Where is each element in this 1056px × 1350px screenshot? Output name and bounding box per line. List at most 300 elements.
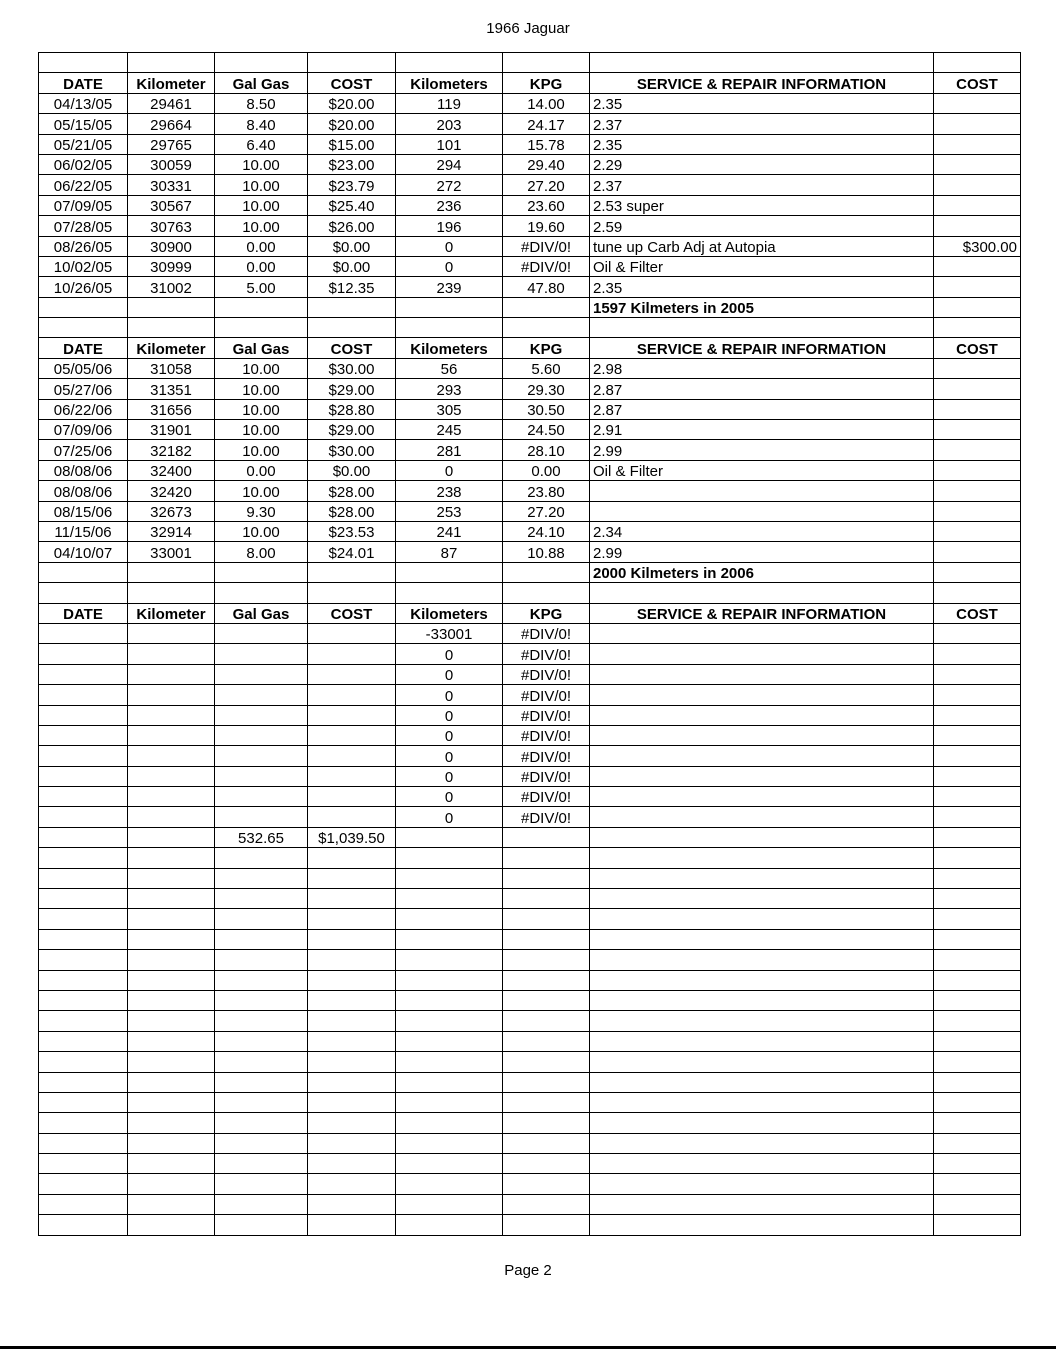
cell-service-cost (934, 195, 1021, 215)
cell-kilometers (396, 929, 503, 949)
cell-date (39, 909, 128, 929)
cell-fuel-cost: $30.00 (308, 358, 396, 378)
cell-date: 11/15/06 (39, 521, 128, 541)
cell-gallons (215, 1113, 308, 1133)
cell-service-info (590, 501, 934, 521)
blank-row (39, 1011, 1021, 1031)
cell-odometer (128, 827, 215, 847)
cell-kpg (503, 297, 590, 317)
blank-row (39, 1215, 1021, 1235)
cell-kilometers: -33001 (396, 623, 503, 643)
cell-odometer (128, 705, 215, 725)
header-kilometers: Kilometers (396, 338, 503, 358)
cell-fuel-cost: $28.00 (308, 501, 396, 521)
cell-kpg (503, 827, 590, 847)
header-gallons: Gal Gas (215, 73, 308, 93)
cell-fuel-cost: $25.40 (308, 195, 396, 215)
cell-fuel-cost (308, 950, 396, 970)
cell-service-cost (934, 909, 1021, 929)
summary-row (39, 297, 1021, 317)
cell-fuel-cost: $23.00 (308, 154, 396, 174)
cell-date (39, 746, 128, 766)
cell-service-info (590, 950, 934, 970)
cell-kpg (503, 562, 590, 582)
cell-gallons: 8.50 (215, 93, 308, 113)
cell-kpg: 27.20 (503, 501, 590, 521)
cell-gallons: 10.00 (215, 440, 308, 460)
cell-odometer (128, 889, 215, 909)
cell-service-cost (934, 990, 1021, 1010)
table-row (39, 114, 1021, 134)
cell-gallons: 8.00 (215, 542, 308, 562)
cell-kilometers (396, 1113, 503, 1133)
cell-kpg: 0.00 (503, 460, 590, 480)
table-row (39, 216, 1021, 236)
cell-gallons (215, 1052, 308, 1072)
cell-date (39, 664, 128, 684)
cell-service-info: Oil & Filter (590, 460, 934, 480)
cell-service-cost (934, 685, 1021, 705)
cell-odometer (128, 970, 215, 990)
cell-kilometers (396, 1052, 503, 1072)
cell-fuel-cost: $15.00 (308, 134, 396, 154)
cell-fuel-cost: $12.35 (308, 277, 396, 297)
cell-date: 05/15/05 (39, 114, 128, 134)
cell-service-info (590, 909, 934, 929)
cell-kilometers: 0 (396, 725, 503, 745)
cell-fuel-cost (308, 664, 396, 684)
cell-service-info (590, 1011, 934, 1031)
table-row (39, 399, 1021, 419)
cell-date (39, 644, 128, 664)
cell-kilometers: 0 (396, 460, 503, 480)
header-service-info: SERVICE & REPAIR INFORMATION (590, 603, 934, 623)
cell-fuel-cost: $0.00 (308, 256, 396, 276)
cell-kpg (503, 53, 590, 73)
cell-service-cost (934, 277, 1021, 297)
cell-service-cost (934, 1133, 1021, 1153)
cell-date (39, 685, 128, 705)
cell-service-info (590, 868, 934, 888)
cell-date: 08/26/05 (39, 236, 128, 256)
cell-fuel-cost (308, 1154, 396, 1174)
cell-fuel-cost (308, 1174, 396, 1194)
cell-service-cost (934, 542, 1021, 562)
cell-fuel-cost (308, 1052, 396, 1072)
cell-kilometers: 305 (396, 399, 503, 419)
cell-kilometers: 0 (396, 766, 503, 786)
table-row (39, 277, 1021, 297)
cell-gallons: 9.30 (215, 501, 308, 521)
cell-service-cost (934, 664, 1021, 684)
cell-fuel-cost: $0.00 (308, 236, 396, 256)
page-footer: Page 2 (504, 1262, 552, 1279)
cell-date (39, 848, 128, 868)
blank-row (39, 1113, 1021, 1133)
cell-gallons (215, 990, 308, 1010)
cell-odometer (128, 562, 215, 582)
cell-service-info: 2.99 (590, 542, 934, 562)
cell-kilometers: 294 (396, 154, 503, 174)
cell-service-info (590, 725, 934, 745)
cell-fuel-cost: $24.01 (308, 542, 396, 562)
cell-odometer (128, 725, 215, 745)
table-row (39, 623, 1021, 643)
cell-service-cost (934, 318, 1021, 338)
cell-gallons (215, 1133, 308, 1153)
cell-odometer: 30059 (128, 154, 215, 174)
blank-row (39, 1052, 1021, 1072)
cell-gallons (215, 318, 308, 338)
header-service-cost: COST (934, 603, 1021, 623)
cell-gallons (215, 970, 308, 990)
cell-service-cost (934, 1092, 1021, 1112)
cell-odometer (128, 1052, 215, 1072)
table-row (39, 705, 1021, 725)
cell-odometer (128, 53, 215, 73)
cell-gallons (215, 909, 308, 929)
cell-service-info (590, 1174, 934, 1194)
cell-service-cost (934, 1215, 1021, 1235)
cell-kpg (503, 1133, 590, 1153)
header-odometer: Kilometer (128, 338, 215, 358)
cell-kpg (503, 889, 590, 909)
cell-odometer: 32914 (128, 521, 215, 541)
cell-odometer: 31058 (128, 358, 215, 378)
cell-odometer: 32420 (128, 481, 215, 501)
cell-service-cost (934, 705, 1021, 725)
cell-date (39, 53, 128, 73)
cell-service-cost (934, 1031, 1021, 1051)
cell-service-info: 2.98 (590, 358, 934, 378)
cell-odometer (128, 1011, 215, 1031)
cell-odometer (128, 807, 215, 827)
cell-fuel-cost (308, 766, 396, 786)
cell-fuel-cost (308, 1092, 396, 1112)
cell-gallons (215, 725, 308, 745)
cell-service-info: 2.99 (590, 440, 934, 460)
cell-fuel-cost (308, 970, 396, 990)
summary-row (39, 562, 1021, 582)
cell-service-info (590, 664, 934, 684)
cell-fuel-cost (308, 1072, 396, 1092)
cell-service-info (590, 766, 934, 786)
cell-service-info (590, 1154, 934, 1174)
blank-row (39, 950, 1021, 970)
header-row (39, 338, 1021, 358)
cell-gallons (215, 1194, 308, 1214)
header-row (39, 73, 1021, 93)
cell-fuel-cost: $26.00 (308, 216, 396, 236)
header-kpg: KPG (503, 603, 590, 623)
cell-kpg: 24.17 (503, 114, 590, 134)
cell-service-info (590, 848, 934, 868)
cell-kilometers (396, 1133, 503, 1153)
cell-kpg (503, 990, 590, 1010)
cell-odometer: 31002 (128, 277, 215, 297)
blank-row (39, 1092, 1021, 1112)
cell-service-info (590, 623, 934, 643)
cell-fuel-cost (308, 297, 396, 317)
cell-kpg: #DIV/0! (503, 807, 590, 827)
blank-row (39, 909, 1021, 929)
blank-row (39, 868, 1021, 888)
cell-service-info: 2.34 (590, 521, 934, 541)
cell-kpg (503, 1215, 590, 1235)
cell-odometer (128, 746, 215, 766)
cell-odometer: 29461 (128, 93, 215, 113)
cell-kilometers (396, 318, 503, 338)
cell-kpg (503, 1113, 590, 1133)
header-kilometers: Kilometers (396, 603, 503, 623)
cell-date: 06/02/05 (39, 154, 128, 174)
cell-kilometers (396, 889, 503, 909)
cell-odometer: 32182 (128, 440, 215, 460)
cell-odometer (128, 848, 215, 868)
cell-kilometers (396, 583, 503, 603)
cell-fuel-cost: $0.00 (308, 460, 396, 480)
cell-fuel-cost (308, 1031, 396, 1051)
cell-kpg: 14.00 (503, 93, 590, 113)
cell-gallons (215, 705, 308, 725)
cell-kilometers (396, 53, 503, 73)
cell-date (39, 807, 128, 827)
cell-gallons (215, 562, 308, 582)
cell-odometer (128, 318, 215, 338)
cell-fuel-cost (308, 1011, 396, 1031)
cell-odometer (128, 297, 215, 317)
cell-service-cost (934, 1052, 1021, 1072)
cell-kilometers (396, 990, 503, 1010)
table-row (39, 685, 1021, 705)
cell-date (39, 1174, 128, 1194)
cell-date (39, 297, 128, 317)
cell-date (39, 562, 128, 582)
cell-gallons (215, 1154, 308, 1174)
cell-date: 04/13/05 (39, 93, 128, 113)
cell-service-cost (934, 787, 1021, 807)
cell-date (39, 1011, 128, 1031)
cell-odometer (128, 990, 215, 1010)
cell-date (39, 583, 128, 603)
cell-fuel-cost: $29.00 (308, 420, 396, 440)
cell-kpg (503, 318, 590, 338)
cell-kpg: #DIV/0! (503, 787, 590, 807)
cell-service-info (590, 1113, 934, 1133)
cell-kilometers: 293 (396, 379, 503, 399)
header-kpg: KPG (503, 338, 590, 358)
table-row (39, 725, 1021, 745)
cell-gallons (215, 53, 308, 73)
cell-service-info (590, 644, 934, 664)
cell-service-cost (934, 521, 1021, 541)
cell-service-cost (934, 216, 1021, 236)
header-kilometers: Kilometers (396, 73, 503, 93)
cell-odometer (128, 950, 215, 970)
cell-kpg (503, 1052, 590, 1072)
cell-service-info (590, 929, 934, 949)
cell-service-info (590, 1031, 934, 1051)
cell-kpg: 29.30 (503, 379, 590, 399)
cell-kpg: #DIV/0! (503, 685, 590, 705)
cell-gallons (215, 950, 308, 970)
blank-row (39, 889, 1021, 909)
cell-date (39, 929, 128, 949)
cell-kilometers (396, 827, 503, 847)
cell-kilometers: 239 (396, 277, 503, 297)
header-row (39, 603, 1021, 623)
cell-service-cost (934, 950, 1021, 970)
cell-odometer: 32400 (128, 460, 215, 480)
cell-service-info (590, 1194, 934, 1214)
cell-gallons: 0.00 (215, 236, 308, 256)
cell-service-cost (934, 175, 1021, 195)
cell-fuel-cost (308, 1133, 396, 1153)
cell-service-cost (934, 1174, 1021, 1194)
cell-odometer (128, 1174, 215, 1194)
cell-gallons (215, 889, 308, 909)
cell-date (39, 1052, 128, 1072)
cell-service-cost (934, 766, 1021, 786)
cell-service-cost (934, 501, 1021, 521)
cell-kilometers: 0 (396, 787, 503, 807)
cell-fuel-cost (308, 746, 396, 766)
cell-gallons (215, 583, 308, 603)
table-row (39, 134, 1021, 154)
cell-service-cost (934, 1154, 1021, 1174)
cell-kpg: 27.20 (503, 175, 590, 195)
blank-row (39, 1072, 1021, 1092)
header-gallons: Gal Gas (215, 603, 308, 623)
cell-date (39, 970, 128, 990)
cell-gallons (215, 623, 308, 643)
cell-date (39, 889, 128, 909)
cell-fuel-cost (308, 787, 396, 807)
cell-fuel-cost (308, 909, 396, 929)
cell-kpg: #DIV/0! (503, 766, 590, 786)
blank-row (39, 929, 1021, 949)
cell-service-info: 1597 Kilmeters in 2005 (590, 297, 934, 317)
cell-kpg: #DIV/0! (503, 236, 590, 256)
cell-service-cost (934, 868, 1021, 888)
cell-odometer: 31901 (128, 420, 215, 440)
cell-kilometers: 0 (396, 685, 503, 705)
cell-service-info: 2000 Kilmeters in 2006 (590, 562, 934, 582)
cell-fuel-cost (308, 725, 396, 745)
cell-kilometers (396, 1154, 503, 1174)
table-row (39, 644, 1021, 664)
cell-kpg: 15.78 (503, 134, 590, 154)
cell-service-info (590, 1072, 934, 1092)
cell-gallons: 8.40 (215, 114, 308, 134)
cell-date: 08/15/06 (39, 501, 128, 521)
cell-service-info (590, 685, 934, 705)
cell-gallons: 0.00 (215, 256, 308, 276)
cell-service-cost (934, 1072, 1021, 1092)
cell-odometer: 30763 (128, 216, 215, 236)
cell-service-info: 2.53 super (590, 195, 934, 215)
cell-kilometers: 236 (396, 195, 503, 215)
cell-kilometers: 241 (396, 521, 503, 541)
cell-odometer (128, 929, 215, 949)
cell-fuel-cost: $29.00 (308, 379, 396, 399)
cell-gallons: 6.40 (215, 134, 308, 154)
cell-service-info: 2.37 (590, 114, 934, 134)
cell-service-cost (934, 53, 1021, 73)
cell-date (39, 1215, 128, 1235)
cell-kpg: 5.60 (503, 358, 590, 378)
cell-service-info (590, 807, 934, 827)
cell-odometer (128, 909, 215, 929)
cell-kpg: #DIV/0! (503, 725, 590, 745)
cell-service-info (590, 318, 934, 338)
cell-service-cost (934, 481, 1021, 501)
cell-odometer (128, 685, 215, 705)
cell-kpg (503, 868, 590, 888)
cell-kilometers (396, 297, 503, 317)
cell-kpg (503, 950, 590, 970)
cell-odometer: 32673 (128, 501, 215, 521)
cell-service-cost (934, 562, 1021, 582)
cell-date (39, 1031, 128, 1051)
blank-row (39, 1031, 1021, 1051)
cell-gallons (215, 644, 308, 664)
blank-row (39, 990, 1021, 1010)
blank-row (39, 1194, 1021, 1214)
table-row (39, 440, 1021, 460)
cell-date: 07/25/06 (39, 440, 128, 460)
cell-kilometers: 56 (396, 358, 503, 378)
cell-odometer (128, 868, 215, 888)
cell-odometer: 29765 (128, 134, 215, 154)
cell-date (39, 950, 128, 970)
fuel-log-table (38, 52, 1021, 1236)
cell-kpg: 28.10 (503, 440, 590, 460)
table-row (39, 195, 1021, 215)
cell-fuel-cost (308, 868, 396, 888)
header-service-info: SERVICE & REPAIR INFORMATION (590, 73, 934, 93)
cell-kpg (503, 1194, 590, 1214)
cell-service-info: 2.59 (590, 216, 934, 236)
cell-fuel-cost (308, 889, 396, 909)
cell-service-cost (934, 583, 1021, 603)
cell-odometer (128, 766, 215, 786)
cell-service-cost (934, 399, 1021, 419)
cell-service-cost (934, 1011, 1021, 1031)
cell-fuel-cost (308, 990, 396, 1010)
cell-odometer: 31656 (128, 399, 215, 419)
cell-date (39, 1072, 128, 1092)
page-title: 1966 Jaguar (486, 20, 570, 37)
cell-service-cost (934, 297, 1021, 317)
cell-kpg: 23.60 (503, 195, 590, 215)
cell-fuel-cost: $30.00 (308, 440, 396, 460)
cell-kilometers (396, 1072, 503, 1092)
cell-gallons (215, 766, 308, 786)
table-row (39, 807, 1021, 827)
table-row (39, 787, 1021, 807)
cell-gallons: 10.00 (215, 358, 308, 378)
cell-kilometers: 253 (396, 501, 503, 521)
cell-date (39, 1154, 128, 1174)
cell-date: 07/28/05 (39, 216, 128, 236)
table-row (39, 766, 1021, 786)
cell-service-cost (934, 420, 1021, 440)
cell-fuel-cost (308, 318, 396, 338)
cell-kpg: #DIV/0! (503, 705, 590, 725)
cell-service-cost (934, 929, 1021, 949)
cell-kilometers: 0 (396, 236, 503, 256)
